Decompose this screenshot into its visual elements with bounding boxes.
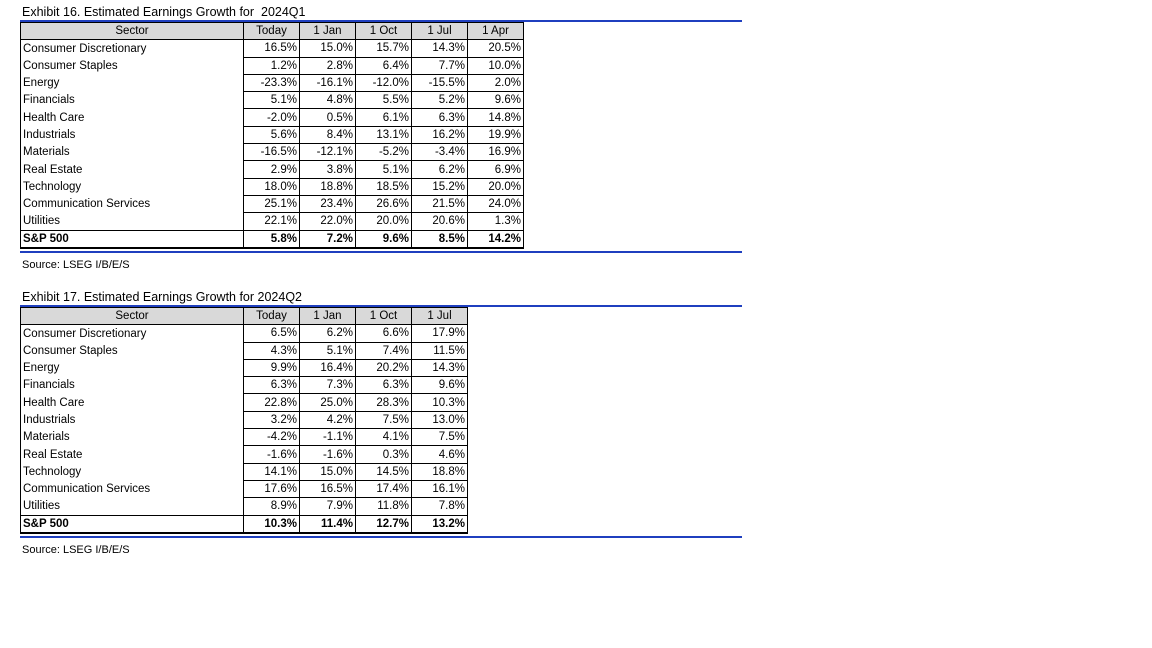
value-cell: -16.5%: [244, 144, 300, 161]
value-cell: 14.2%: [468, 230, 524, 248]
table-row: [21, 377, 468, 394]
table-row: [21, 480, 468, 497]
value-cell: 9.6%: [468, 92, 524, 109]
sector-cell: Technology: [21, 463, 244, 480]
header-row: [21, 308, 468, 325]
value-cell: 12.7%: [356, 515, 412, 533]
value-cell: 10.0%: [468, 57, 524, 74]
value-cell: 20.0%: [468, 178, 524, 195]
value-cell: 7.4%: [356, 342, 412, 359]
sector-cell: Communication Services: [21, 195, 244, 212]
value-cell: 18.8%: [300, 178, 356, 195]
value-cell: 2.0%: [468, 74, 524, 91]
value-cell: 7.9%: [300, 498, 356, 515]
sector-cell: Consumer Staples: [21, 342, 244, 359]
value-cell: 7.5%: [412, 429, 468, 446]
sector-cell: Communication Services: [21, 480, 244, 497]
value-cell: 2.8%: [300, 57, 356, 74]
value-cell: 20.0%: [356, 213, 412, 230]
value-cell: 11.4%: [300, 515, 356, 533]
value-cell: 6.3%: [356, 377, 412, 394]
exhibit-17: [20, 290, 742, 557]
value-cell: 22.1%: [244, 213, 300, 230]
value-cell: 6.2%: [300, 325, 356, 342]
table-bottom-rule: [20, 536, 742, 538]
value-cell: 18.5%: [356, 178, 412, 195]
value-cell: 8.4%: [300, 126, 356, 143]
table-row: [21, 144, 524, 161]
value-cell: 7.3%: [300, 377, 356, 394]
value-cell: 16.5%: [244, 40, 300, 57]
value-cell: 17.6%: [244, 480, 300, 497]
sector-cell: Financials: [21, 377, 244, 394]
value-cell: 20.6%: [412, 213, 468, 230]
sector-cell: Energy: [21, 359, 244, 376]
value-cell: -1.6%: [300, 446, 356, 463]
value-cell: 25.1%: [244, 195, 300, 212]
exhibit-title: Exhibit 16. Estimated Earnings Growth for 2024Q1: [22, 5, 306, 19]
table-row: [21, 213, 524, 230]
value-cell: 4.1%: [356, 429, 412, 446]
column-header: Today: [244, 23, 300, 40]
value-cell: -3.4%: [412, 144, 468, 161]
value-cell: 5.2%: [412, 92, 468, 109]
column-header: 1 Jul: [412, 23, 468, 40]
value-cell: 6.5%: [244, 325, 300, 342]
value-cell: 18.0%: [244, 178, 300, 195]
value-cell: 17.4%: [356, 480, 412, 497]
table-row: [21, 411, 468, 428]
value-cell: 5.1%: [356, 161, 412, 178]
table-bottom-rule: [20, 251, 742, 253]
value-cell: 4.3%: [244, 342, 300, 359]
value-cell: 7.2%: [300, 230, 356, 248]
column-header: 1 Jan: [300, 308, 356, 325]
value-cell: 21.5%: [412, 195, 468, 212]
value-cell: 20.2%: [356, 359, 412, 376]
table-row: [21, 359, 468, 376]
sector-cell: Real Estate: [21, 446, 244, 463]
sector-cell: Consumer Discretionary: [21, 40, 244, 57]
table-row: [21, 74, 524, 91]
value-cell: 6.2%: [412, 161, 468, 178]
sector-cell: Utilities: [21, 498, 244, 515]
value-cell: -5.2%: [356, 144, 412, 161]
table-row: [21, 126, 524, 143]
value-cell: 24.0%: [468, 195, 524, 212]
value-cell: -12.0%: [356, 74, 412, 91]
value-cell: 16.1%: [412, 480, 468, 497]
value-cell: 16.2%: [412, 126, 468, 143]
exhibit-title: Exhibit 17. Estimated Earnings Growth for 2024Q2: [22, 290, 303, 304]
value-cell: -1.1%: [300, 429, 356, 446]
value-cell: 11.5%: [412, 342, 468, 359]
value-cell: 14.8%: [468, 109, 524, 126]
table-row: [21, 498, 468, 515]
value-cell: 16.9%: [468, 144, 524, 161]
value-cell: 1.2%: [244, 57, 300, 74]
value-cell: 8.9%: [244, 498, 300, 515]
value-cell: 6.3%: [412, 109, 468, 126]
column-header-sector: Sector: [21, 308, 244, 325]
value-cell: 13.0%: [412, 411, 468, 428]
column-header: 1 Apr: [468, 23, 524, 40]
column-header: 1 Oct: [356, 308, 412, 325]
value-cell: 22.8%: [244, 394, 300, 411]
value-cell: 13.2%: [412, 515, 468, 533]
sector-cell: Financials: [21, 92, 244, 109]
value-cell: 3.8%: [300, 161, 356, 178]
table-row: [21, 57, 524, 74]
value-cell: 6.4%: [356, 57, 412, 74]
value-cell: 23.4%: [300, 195, 356, 212]
value-cell: 19.9%: [468, 126, 524, 143]
value-cell: 28.3%: [356, 394, 412, 411]
value-cell: -23.3%: [244, 74, 300, 91]
earnings-growth-table: [20, 22, 524, 249]
value-cell: 15.7%: [356, 40, 412, 57]
value-cell: 4.8%: [300, 92, 356, 109]
value-cell: 5.5%: [356, 92, 412, 109]
value-cell: -15.5%: [412, 74, 468, 91]
value-cell: 22.0%: [300, 213, 356, 230]
value-cell: 14.3%: [412, 40, 468, 57]
value-cell: 6.6%: [356, 325, 412, 342]
column-header: Today: [244, 308, 300, 325]
table-row: [21, 40, 524, 57]
source-note: Source: LSEG I/B/E/S: [22, 258, 130, 271]
value-cell: 26.6%: [356, 195, 412, 212]
value-cell: -12.1%: [300, 144, 356, 161]
sector-cell: Health Care: [21, 109, 244, 126]
value-cell: 11.8%: [356, 498, 412, 515]
column-header: 1 Jan: [300, 23, 356, 40]
value-cell: 15.0%: [300, 40, 356, 57]
value-cell: 10.3%: [244, 515, 300, 533]
value-cell: 4.6%: [412, 446, 468, 463]
value-cell: 14.1%: [244, 463, 300, 480]
table-row: [21, 429, 468, 446]
value-cell: 8.5%: [412, 230, 468, 248]
exhibit-16: [20, 5, 742, 272]
table-row: [21, 463, 468, 480]
value-cell: 5.8%: [244, 230, 300, 248]
source-note: Source: LSEG I/B/E/S: [22, 543, 130, 556]
sector-cell: Real Estate: [21, 161, 244, 178]
sector-cell: Energy: [21, 74, 244, 91]
value-cell: 6.1%: [356, 109, 412, 126]
sector-cell: Health Care: [21, 394, 244, 411]
table-row: [21, 325, 468, 342]
value-cell: 15.0%: [300, 463, 356, 480]
total-row: [21, 515, 468, 533]
value-cell: -4.2%: [244, 429, 300, 446]
table-row: [21, 394, 468, 411]
column-header-sector: Sector: [21, 23, 244, 40]
column-header: 1 Jul: [412, 308, 468, 325]
value-cell: 9.6%: [412, 377, 468, 394]
table-row: [21, 161, 524, 178]
sector-cell: Utilities: [21, 213, 244, 230]
header-row: [21, 23, 524, 40]
value-cell: 0.3%: [356, 446, 412, 463]
value-cell: 15.2%: [412, 178, 468, 195]
value-cell: 17.9%: [412, 325, 468, 342]
earnings-growth-table: [20, 307, 468, 534]
value-cell: 2.9%: [244, 161, 300, 178]
table-row: [21, 109, 524, 126]
table-row: [21, 178, 524, 195]
value-cell: 3.2%: [244, 411, 300, 428]
value-cell: 0.5%: [300, 109, 356, 126]
sector-cell: S&P 500: [21, 230, 244, 248]
value-cell: 7.7%: [412, 57, 468, 74]
value-cell: 18.8%: [412, 463, 468, 480]
sector-cell: Consumer Staples: [21, 57, 244, 74]
table-row: [21, 92, 524, 109]
sector-cell: S&P 500: [21, 515, 244, 533]
sector-cell: Materials: [21, 429, 244, 446]
value-cell: 4.2%: [300, 411, 356, 428]
value-cell: 7.5%: [356, 411, 412, 428]
value-cell: 14.3%: [412, 359, 468, 376]
value-cell: 16.4%: [300, 359, 356, 376]
value-cell: 9.6%: [356, 230, 412, 248]
table-row: [21, 195, 524, 212]
value-cell: 6.3%: [244, 377, 300, 394]
value-cell: 5.1%: [244, 92, 300, 109]
sector-cell: Industrials: [21, 411, 244, 428]
sector-cell: Industrials: [21, 126, 244, 143]
value-cell: -16.1%: [300, 74, 356, 91]
value-cell: 10.3%: [412, 394, 468, 411]
sector-cell: Technology: [21, 178, 244, 195]
table-row: [21, 446, 468, 463]
value-cell: 6.9%: [468, 161, 524, 178]
value-cell: -1.6%: [244, 446, 300, 463]
table-row: [21, 342, 468, 359]
sector-cell: Consumer Discretionary: [21, 325, 244, 342]
column-header: 1 Oct: [356, 23, 412, 40]
value-cell: 20.5%: [468, 40, 524, 57]
value-cell: 25.0%: [300, 394, 356, 411]
value-cell: 5.1%: [300, 342, 356, 359]
sector-cell: Materials: [21, 144, 244, 161]
value-cell: 13.1%: [356, 126, 412, 143]
value-cell: 9.9%: [244, 359, 300, 376]
value-cell: 16.5%: [300, 480, 356, 497]
value-cell: -2.0%: [244, 109, 300, 126]
value-cell: 1.3%: [468, 213, 524, 230]
value-cell: 14.5%: [356, 463, 412, 480]
value-cell: 7.8%: [412, 498, 468, 515]
total-row: [21, 230, 524, 248]
value-cell: 5.6%: [244, 126, 300, 143]
